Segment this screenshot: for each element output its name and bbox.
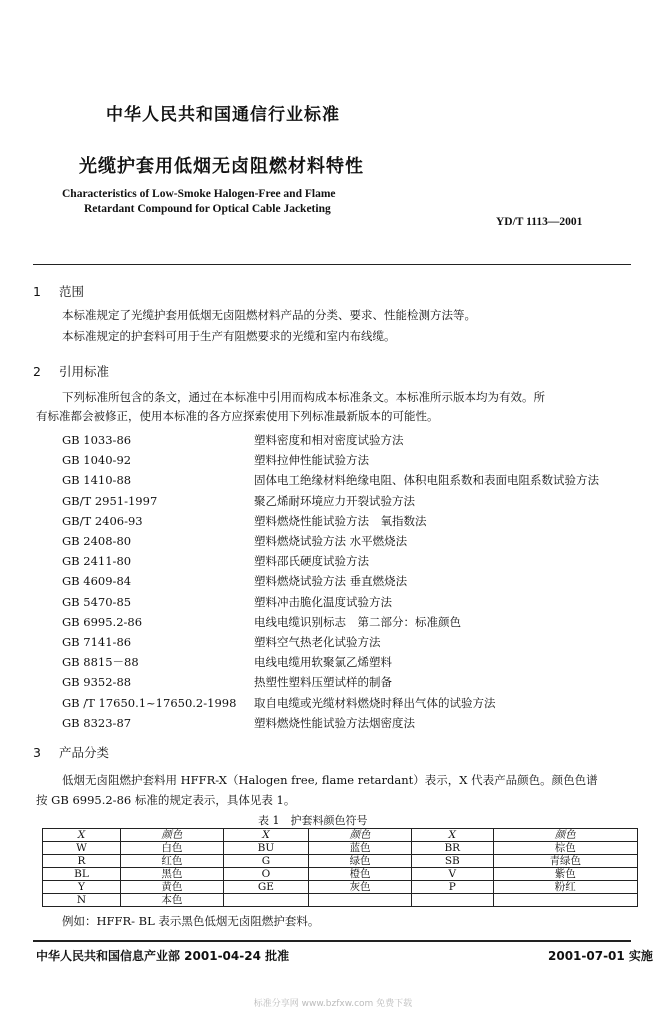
table-cell: P [411, 881, 493, 894]
standard-code: GB 1033-86 [62, 433, 132, 447]
standard-title: 塑料燃烧性能试验方法 氧指数法 [254, 513, 427, 528]
table-cell: 棕色 [493, 842, 637, 855]
standard-row [62, 511, 599, 531]
approval-statement: 中华人民共和国信息产业部 2001-04-24 批准 [36, 949, 290, 963]
standard-title: 塑料空气热老化试验方法 [254, 635, 381, 650]
table-header-cell: 颜色 [309, 829, 412, 842]
table-cell: V [411, 868, 493, 881]
table-cell: 黄色 [120, 881, 223, 894]
document-title-en [62, 187, 336, 217]
table-cell: W [43, 842, 121, 855]
section-3-para-line-1: 低烟无卤阻燃护套料用 HFFR-X（Halogen free, flame retardant）表示，X 代表产品颜色。颜色色谱 [62, 773, 598, 787]
table-header-cell: 颜色 [493, 829, 637, 842]
standard-title: 塑料密度和相对密度试验方法 [254, 433, 404, 447]
standard-row [62, 531, 599, 551]
table-cell: 青绿色 [493, 855, 637, 868]
table-cell: 粉红 [493, 881, 637, 894]
document-title-cn: 光缆护套用低烟无卤阻燃材料特性 [79, 156, 364, 177]
standard-row [62, 571, 599, 591]
table-cell [309, 894, 412, 907]
standard-row [62, 551, 599, 571]
section-1-para-1: 本标准规定了光缆护套用低烟无卤阻燃材料产品的分类、要求、性能检测方法等。 [62, 308, 476, 322]
section-3-title: 产品分类 [59, 745, 110, 760]
table-header-cell: X [223, 829, 308, 842]
table-header-cell: X [411, 829, 493, 842]
standard-title: 塑料冲击脆化温度试验方法 [254, 594, 392, 609]
table-cell: 绿色 [309, 855, 412, 868]
section-3-para-line-2: 按 GB 6995.2-86 标准的规定表示，具体见表 1。 [36, 793, 296, 807]
standard-row [62, 672, 599, 692]
standard-code: GB 1410-88 [62, 473, 132, 488]
section-3-number: 3 [33, 745, 41, 760]
table-cell: BL [43, 868, 121, 881]
title-en-line2: Retardant Compound for Optical Cable Jacketing [84, 203, 331, 215]
table-cell: G [223, 855, 308, 868]
table-cell: 黑色 [120, 868, 223, 881]
standard-title: 电线电缆用软聚氯乙烯塑料 [254, 655, 392, 670]
standard-title: 热塑性塑料压塑试样的制备 [254, 675, 392, 690]
standard-code: GB 8815－88 [62, 655, 139, 670]
section-1-para-2: 本标准规定的护套料可用于生产有阻燃要求的光缆和室内布线缆。 [62, 329, 396, 343]
standard-row [62, 693, 599, 713]
standard-code: GB 4609-84 [62, 574, 132, 589]
table-cell: SB [411, 855, 493, 868]
table-cell: 本色 [120, 894, 223, 907]
table-cell [493, 894, 637, 907]
color-code-table [42, 828, 638, 907]
standard-code: GB 7141-86 [62, 635, 132, 650]
standard-row [62, 470, 599, 490]
table-cell: R [43, 855, 121, 868]
standard-code: GB/T 2951-1997 [62, 493, 158, 508]
table-row [43, 881, 638, 894]
table-cell: 蓝色 [309, 842, 412, 855]
standard-code: GB /T 17650.1~17650.2-1998 [62, 695, 237, 710]
standard-row [62, 450, 599, 470]
referenced-standards-list [62, 430, 599, 733]
title-en-line1: Characteristics of Low-Smoke Halogen-Free and Flame [62, 188, 336, 200]
table-cell: Y [43, 881, 121, 894]
table-cell [223, 894, 308, 907]
standard-title: 塑料邵氏硬度试验方法 [254, 554, 369, 569]
table-row [43, 855, 638, 868]
table-header-cell: 颜色 [120, 829, 223, 842]
table-header-cell: X [43, 829, 121, 842]
footer-divider [33, 940, 631, 942]
standard-number: YD/T 1113—2001 [496, 216, 583, 228]
table-cell: 紫色 [493, 868, 637, 881]
table-row [43, 894, 638, 907]
table-cell [411, 894, 493, 907]
table-1-caption: 表 1 护套料颜色符号 [258, 814, 368, 827]
standard-code: GB 2408-80 [62, 534, 132, 549]
standard-code: GB 6995.2-86 [62, 614, 143, 629]
table-cell: N [43, 894, 121, 907]
standard-row [62, 612, 599, 632]
standard-code: GB 5470-85 [62, 594, 132, 609]
standard-row [62, 632, 599, 652]
table-example-note: 例如：HFFR- BL 表示黑色低烟无卤阻燃护套料。 [62, 914, 320, 928]
standard-title: 塑料燃烧性能试验方法烟密度法 [254, 715, 415, 730]
table-cell: 红色 [120, 855, 223, 868]
table-cell: O [223, 868, 308, 881]
standard-code: GB 1040-92 [62, 453, 132, 468]
section-2-heading [33, 362, 109, 380]
section-1-title: 范围 [59, 284, 85, 299]
watermark-text: 标准分享网 www.bzfxw.com 免费下载 [253, 999, 413, 1009]
standard-code: GB/T 2406-93 [62, 513, 143, 528]
standard-title: 塑料燃烧试验方法 水平燃烧法 [254, 534, 408, 549]
table-cell: BU [223, 842, 308, 855]
standard-code: GB 9352-88 [62, 675, 132, 690]
standard-row [62, 491, 599, 511]
standard-code: GB 2411-80 [62, 554, 132, 569]
standard-title: 固体电工绝缘材料绝缘电阻、体积电阻系数和表面电阻系数试验方法 [254, 473, 599, 488]
table-cell: 白色 [120, 842, 223, 855]
standard-row [62, 430, 599, 450]
table-row [43, 868, 638, 881]
implementation-date: 2001-07-01 实施 [548, 949, 653, 963]
standard-code: GB 8323-87 [62, 715, 132, 730]
standard-row [62, 592, 599, 612]
section-1-heading [33, 282, 84, 300]
standard-title: 塑料燃烧试验方法 垂直燃烧法 [254, 574, 408, 589]
section-2-intro-line-2: 有标准都会被修正，使用本标准的各方应探索使用下列标准最新版本的可能性。 [36, 409, 439, 423]
section-2-title: 引用标准 [59, 364, 110, 379]
table-row [43, 842, 638, 855]
header-divider [33, 264, 631, 265]
section-2-number: 2 [33, 364, 41, 379]
table-header-row [43, 829, 638, 842]
standard-row [62, 652, 599, 672]
standard-title: 取自电缆或光缆材料燃烧时释出气体的试验方法 [254, 695, 496, 710]
table-cell: 橙色 [309, 868, 412, 881]
table-cell: BR [411, 842, 493, 855]
table-cell: 灰色 [309, 881, 412, 894]
section-1-number: 1 [33, 284, 41, 299]
standard-title: 聚乙烯耐环境应力开裂试验方法 [254, 493, 415, 508]
standard-title: 电线电缆识别标志 第二部分：标准颜色 [254, 614, 461, 629]
section-3-heading [33, 743, 109, 761]
industry-standard-heading: 中华人民共和国通信行业标准 [106, 105, 340, 125]
standard-row [62, 713, 599, 733]
table-cell: GE [223, 881, 308, 894]
section-2-intro-line-1: 下列标准所包含的条文，通过在本标准中引用而构成本标准条文。本标准所示版本均为有效。所 [62, 390, 545, 404]
standard-title: 塑料拉伸性能试验方法 [254, 453, 369, 468]
